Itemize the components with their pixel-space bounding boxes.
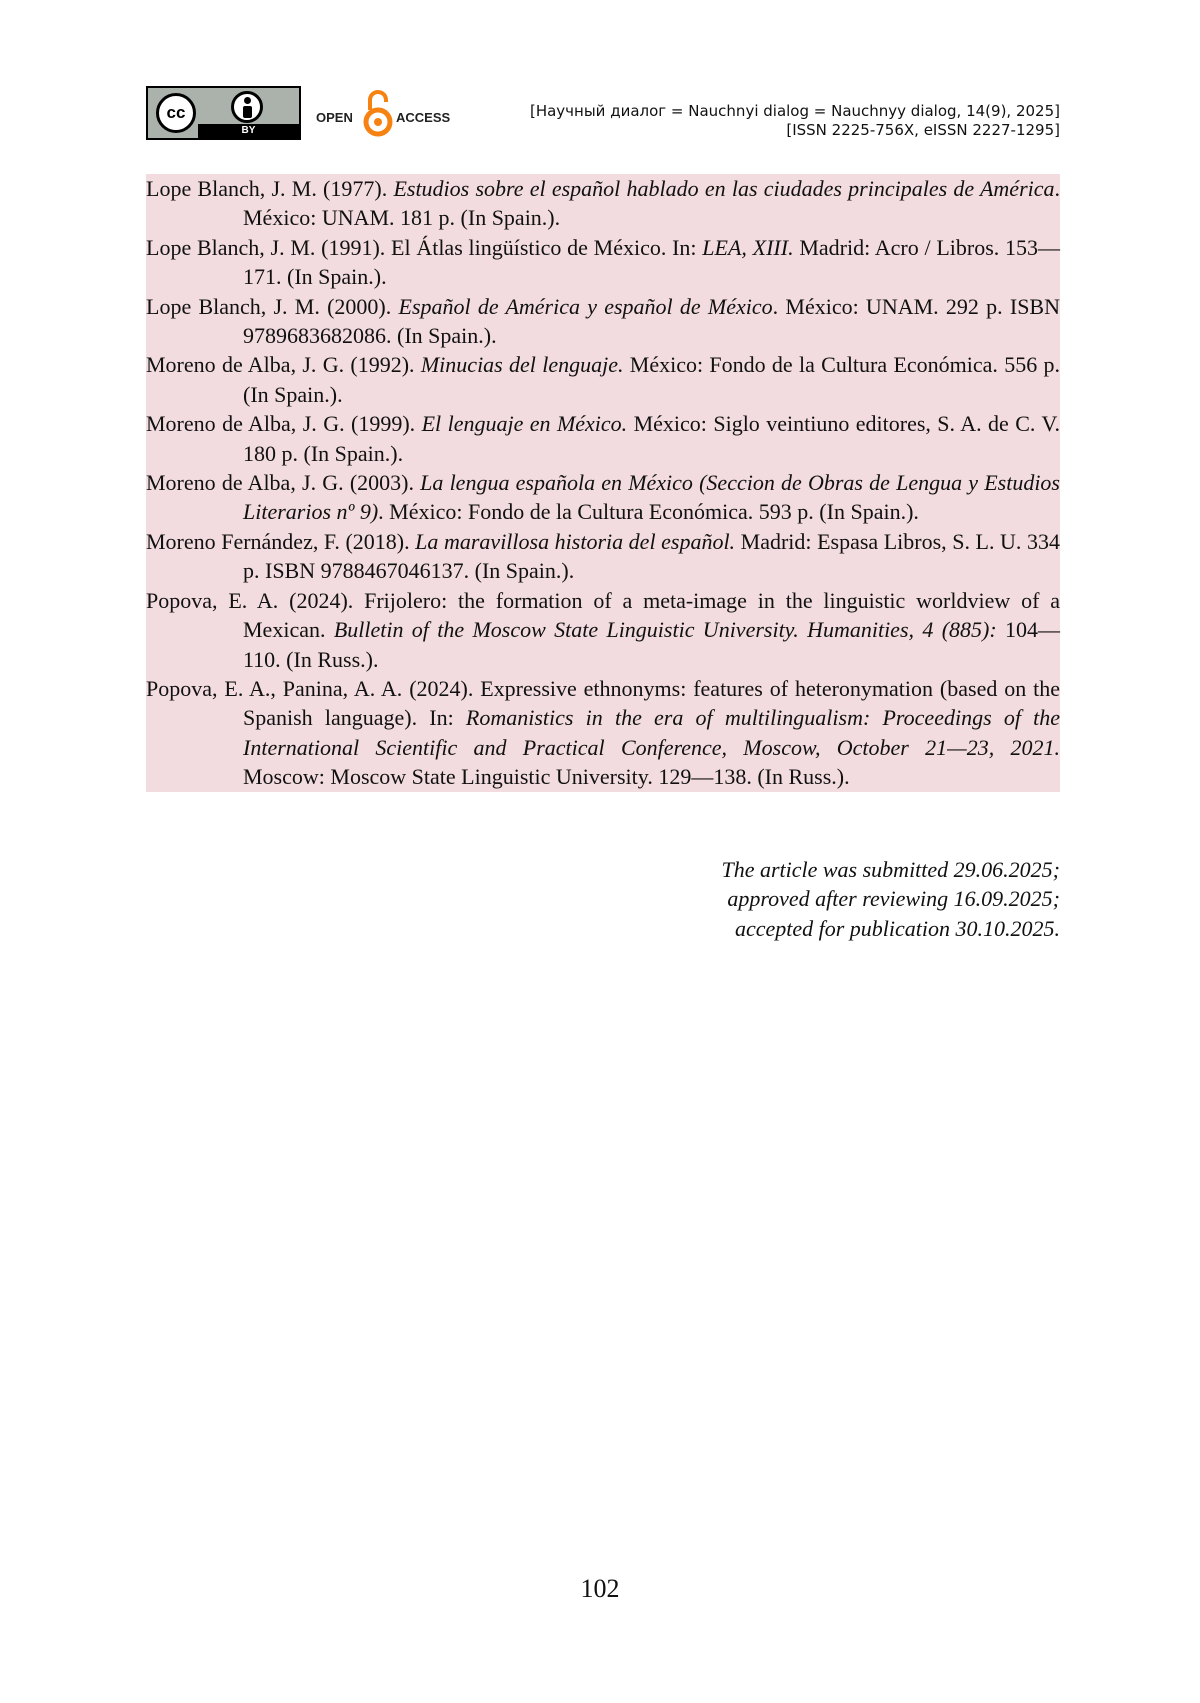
accepted-date: accepted for publication 30.10.2025. — [734, 915, 1060, 941]
reference-item: Moreno de Alba, J. G. (1992). Minucias del lenguaje. México: Fondo de la Cultura Económica. 556 p. (In Spain.). — [146, 352, 1060, 407]
submission-dates — [721, 855, 1060, 943]
cc-by-license-badge[interactable] — [146, 86, 301, 140]
reference-item: Lope Blanch, J. M. (2000). Español de América y español de México. México: UNAM. 292 p. ISBN 9789683682086. (In Spain.). — [146, 293, 1060, 349]
reference-item: Moreno de Alba, J. G. (2003). La lengua española en México (Seccion de Obras de Lengua y Estudios Literarios nº 9). México: Fondo de la Cultura Económica. 593 p. (In Spain.). — [146, 470, 1060, 525]
open-access-lock-icon — [362, 86, 394, 140]
reference-item: Popova, E. A. (2024). Frijolero: the formation of a meta-image in the linguistic worldview of a Mexican. Bulletin of the Moscow State Linguistic University. Humanities, 4 (885): 104—110. (In Russ.). — [146, 587, 1061, 672]
journal-issn-line: [ISSN 2225-756X, eISSN 2227-1295] — [786, 121, 1060, 139]
attribution-person-icon — [231, 91, 263, 123]
submitted-date: The article was submitted 29.06.2025; — [721, 857, 1060, 882]
journal-citation — [530, 102, 1060, 140]
reference-item: Moreno de Alba, J. G. (1999). El lenguaje en México. México: Siglo veintiuno editores, S. A. de C. V. 180 p. (In Spain.). — [146, 411, 1060, 466]
reference-item: Popova, E. A., Panina, A. A. (2024). Expressive ethnonyms: features of heteronymation (based on the Spanish language). In: Romanistics in the era of multilingualism: Proceedings of the International Scientific and Practical Conference, Moscow, October 21—23, 2021. Moscow: Moscow State Linguistic University. 129—138. (In Russ.). — [146, 675, 1060, 790]
reference-list — [146, 174, 1060, 792]
by-label: BY — [198, 124, 299, 138]
reference-item: Moreno Fernández, F. (2018). La maravillosa historia del español. Madrid: Espasa Libros, S. L. U. 334 p. ISBN 9788467046137. (In Spain.). — [146, 528, 1060, 584]
open-access-access-text: ACCESS — [396, 110, 451, 125]
page-header — [146, 86, 1060, 142]
approved-date: approved after reviewing 16.09.2025; — [727, 886, 1060, 912]
open-access-logo — [316, 86, 466, 140]
open-access-open-text: OPEN — [316, 110, 353, 125]
page-number: 102 — [580, 1574, 620, 1603]
cc-icon: cc — [156, 93, 196, 133]
reference-item: Lope Blanch, J. M. (1991). El Átlas lingüístico de México. In: LEA, XIII. Madrid: Acro / Libros. 153—171. (In Spain.). — [146, 234, 1061, 290]
journal-title-line: [Научный диалог = Nauchnyi dialog = Nauchnyy dialog, 14(9), 2025] — [529, 102, 1060, 120]
reference-item: Lope Blanch, J. M. (1977). Estudios sobre el español hablado en las ciudades principales de América. México: UNAM. 181 p. (In Spain.). — [146, 176, 1061, 231]
